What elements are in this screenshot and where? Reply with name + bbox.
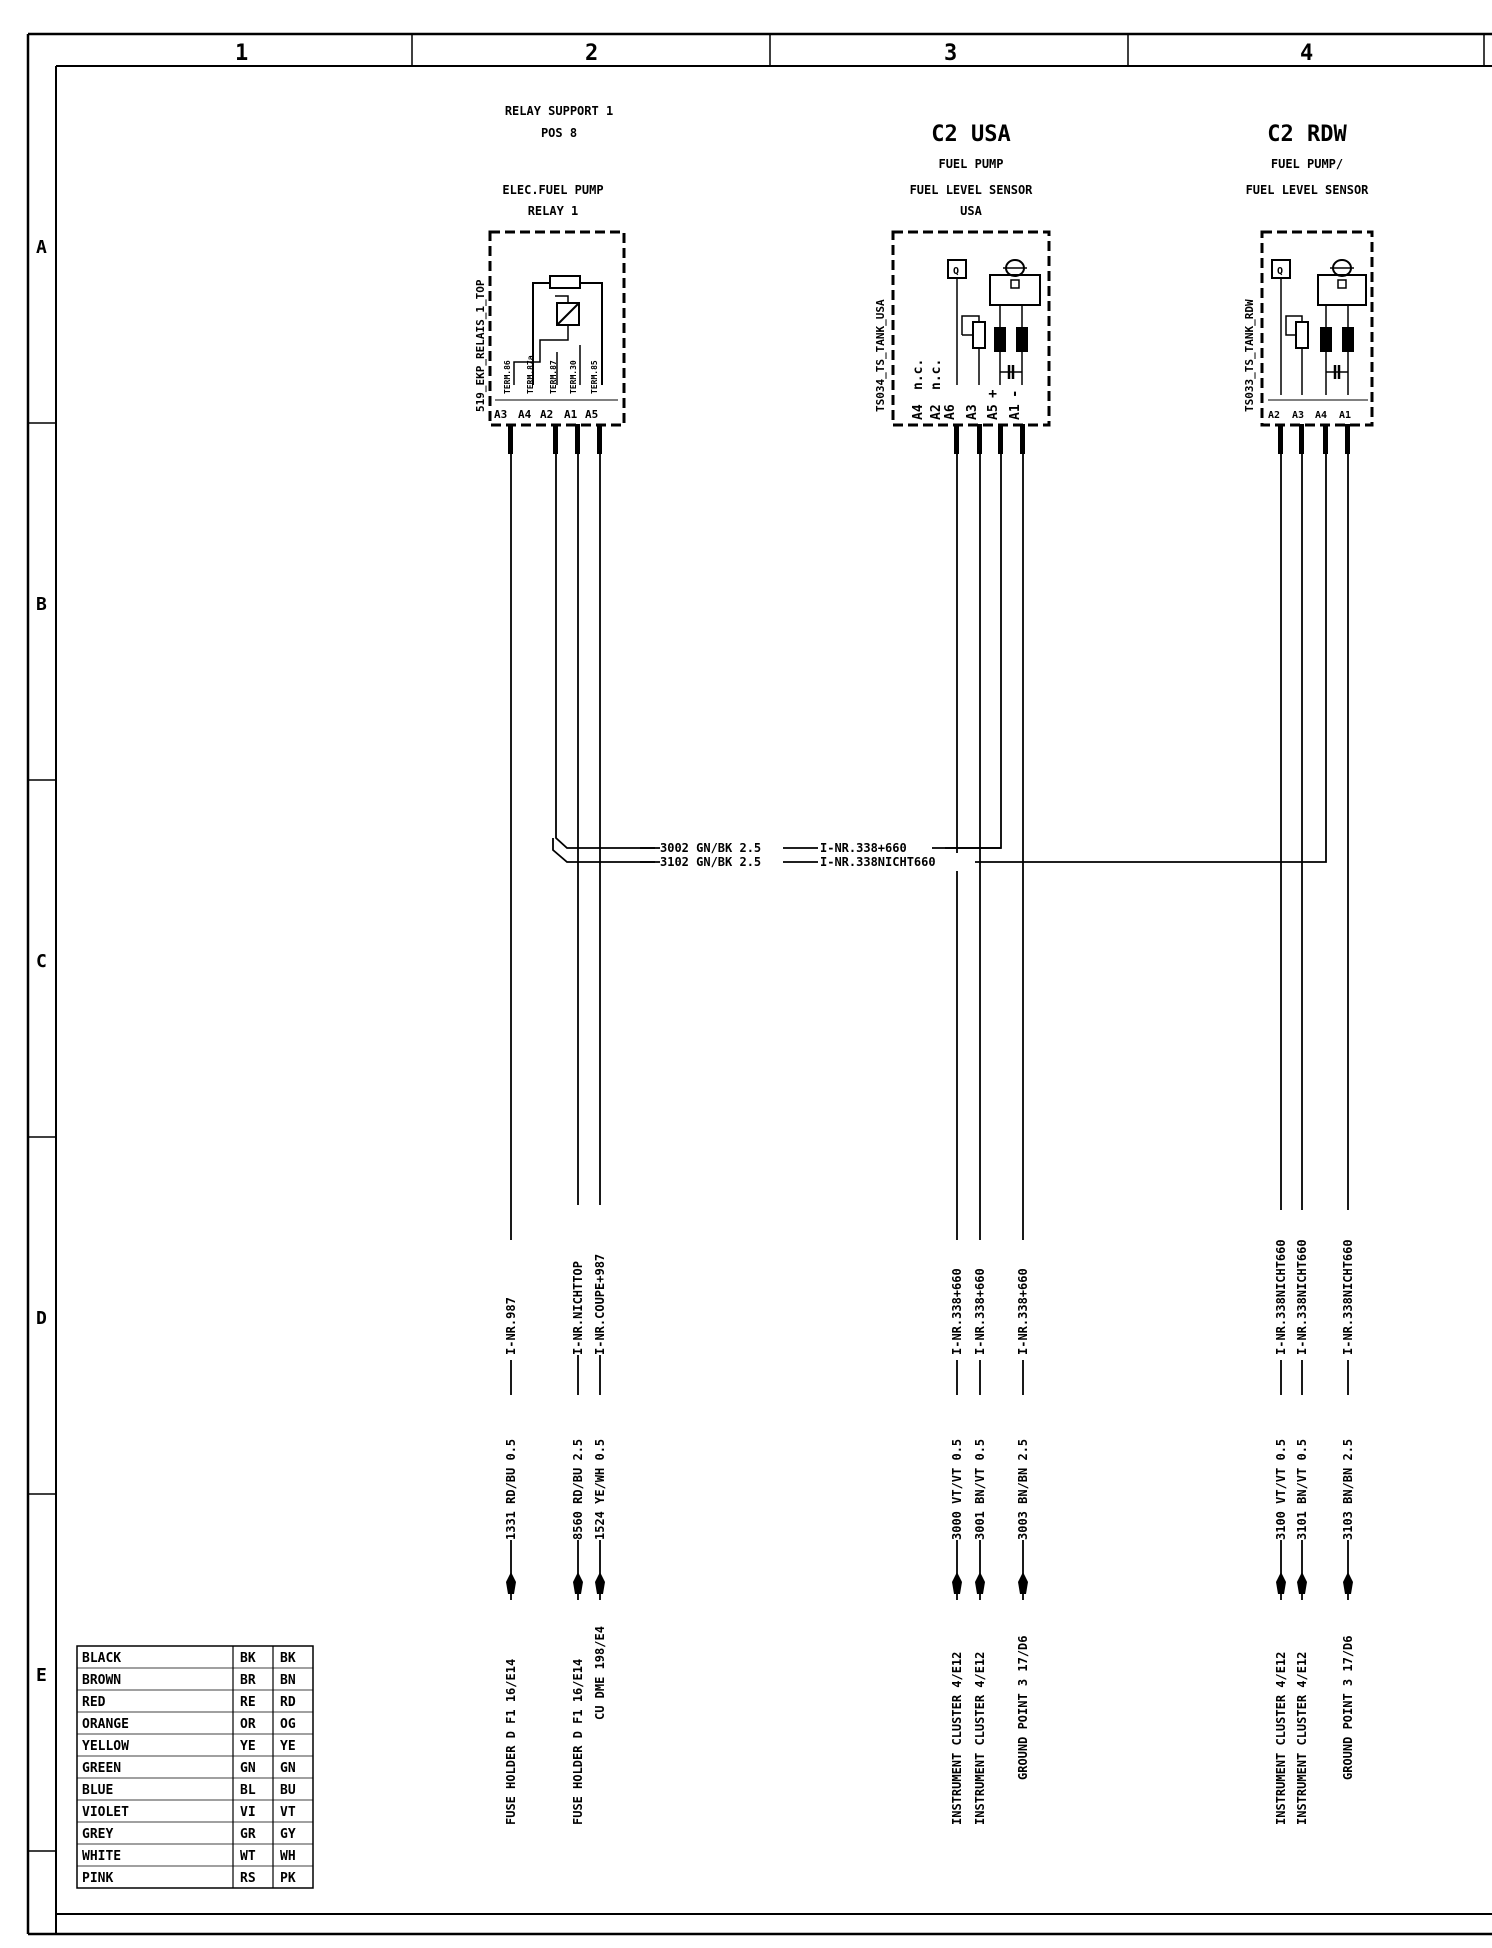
- dest-3100: INSTRUMENT CLUSTER 4/E12: [1274, 1651, 1288, 1825]
- relay-term-86: TERM.86: [503, 360, 512, 394]
- relay-term-85: TERM.85: [590, 360, 599, 394]
- wire-destinations: [504, 1626, 1355, 1825]
- row-label-b: B: [36, 594, 47, 615]
- usa-name-line1: FUEL PUMP: [938, 157, 1004, 171]
- legend-code-en: GY: [280, 1827, 296, 1842]
- legend-code-de: RS: [240, 1871, 256, 1886]
- relay-title-line2: POS 8: [540, 126, 578, 140]
- row-label-c: C: [36, 951, 47, 972]
- c2-rdw-component: [1243, 122, 1372, 425]
- dest-3003: GROUND POINT 3 17/D6: [1016, 1635, 1030, 1780]
- legend-code-en: VT: [280, 1805, 296, 1820]
- wire-1524-label: 1524 YE/WH 0.5: [593, 1438, 607, 1540]
- row-label-e: E: [36, 1665, 47, 1686]
- usa-pin-a3: A3: [965, 404, 980, 420]
- row-label-a: A: [36, 237, 47, 258]
- legend-color-name: VIOLET: [82, 1805, 129, 1820]
- wire-3000-label: 3000 VT/VT 0.5: [950, 1438, 964, 1540]
- relay-term-87: TERM.87: [549, 360, 558, 394]
- wire-1331-label: 1331 RD/BU 0.5: [504, 1438, 518, 1540]
- legend-color-name: BLUE: [82, 1783, 114, 1798]
- rdw-tag: TS033_TS_TANK_RDW: [1243, 299, 1256, 412]
- usa-name-line2: FUEL LEVEL SENSOR: [909, 183, 1033, 197]
- legend-color-name: RED: [82, 1695, 106, 1710]
- usa-pin-a4: A4: [911, 404, 926, 420]
- horizontal-wire-labels: [640, 838, 1001, 871]
- relay-term-30: TERM.30: [569, 360, 578, 394]
- legend-color-name: GREEN: [82, 1761, 122, 1776]
- usa-nc2: n.c.: [929, 358, 944, 390]
- wire-8560-label: 8560 RD/BU 2.5: [571, 1438, 585, 1540]
- dest-1524: CU DME 198/E4: [593, 1626, 607, 1720]
- wire-3001-inr: I-NR.338+660: [973, 1268, 987, 1355]
- wire-1331-inr: I-NR.987: [504, 1297, 518, 1355]
- wire-3100-inr: I-NR.338NICHT660: [1274, 1239, 1288, 1355]
- relay-pin-a1: A1: [564, 408, 578, 421]
- usa-plus: +: [985, 389, 1001, 398]
- usa-tag: TS034_TS_TANK_USA: [874, 299, 887, 412]
- relay-component: [474, 104, 624, 425]
- legend-code-de: BL: [240, 1783, 256, 1798]
- legend-code-en: WH: [280, 1849, 296, 1864]
- resistor-icon: [550, 276, 580, 288]
- level-sender-icon: [973, 322, 985, 348]
- legend-code-en: PK: [280, 1871, 296, 1886]
- wire-3001-label: 3001 BN/VT 0.5: [973, 1438, 987, 1540]
- legend-code-de: BK: [240, 1651, 256, 1666]
- legend-code-de: GR: [240, 1827, 256, 1842]
- legend-code-de: OR: [240, 1717, 256, 1732]
- relay-tag: 519_EKP_RELAIS_1_TOP: [474, 279, 487, 412]
- legend-color-name: YELLOW: [82, 1739, 129, 1754]
- wire-3000-inr: I-NR.338+660: [950, 1268, 964, 1355]
- rdw-pin-a4: A4: [1315, 410, 1328, 421]
- usa-minus: -: [1007, 389, 1023, 398]
- rdw-heading: C2 RDW: [1267, 122, 1347, 147]
- column-label-3: 3: [944, 41, 958, 66]
- legend-code-de: YE: [240, 1739, 256, 1754]
- relay-pin-a3: A3: [494, 408, 508, 421]
- vertical-wire-labels: [500, 1205, 1359, 1540]
- legend-code-en: GN: [280, 1761, 296, 1776]
- legend-color-name: GREY: [82, 1827, 114, 1842]
- row-labels: [36, 237, 47, 1686]
- rdw-pin-a3: A3: [1292, 410, 1305, 421]
- legend-code-en: YE: [280, 1739, 296, 1754]
- wire-8560-inr: I-NR.NICHTTOP: [571, 1261, 585, 1355]
- row-label-d: D: [36, 1308, 47, 1329]
- relay-pin-a4: A4: [518, 408, 532, 421]
- legend-color-name: PINK: [82, 1871, 114, 1886]
- usa-pin-a5: A5: [986, 404, 1001, 420]
- wire-3003-label: 3003 BN/BN 2.5: [1016, 1438, 1030, 1540]
- wire-1524-inr: I-NR.COUPE+987: [593, 1253, 607, 1355]
- legend-code-en: OG: [280, 1717, 296, 1732]
- c2-usa-component: [874, 122, 1049, 425]
- relay-name-line1: ELEC.FUEL PUMP: [502, 183, 604, 197]
- usa-pin-a1: A1: [1008, 404, 1023, 420]
- wire-3102-inr: I-NR.338NICHT660: [820, 855, 936, 869]
- legend-color-name: ORANGE: [82, 1717, 129, 1732]
- usa-gauge-q: Q: [953, 266, 960, 277]
- legend-code-de: WT: [240, 1849, 256, 1864]
- relay-terminals: [494, 355, 618, 421]
- dest-3001: INSTRUMENT CLUSTER 4/E12: [973, 1651, 987, 1825]
- relay-title-line1: RELAY SUPPORT 1: [504, 104, 614, 118]
- rdw-name-line2: FUEL LEVEL SENSOR: [1245, 183, 1369, 197]
- column-labels: [235, 41, 1313, 66]
- legend-code-en: RD: [280, 1695, 296, 1710]
- column-label-4: 4: [1300, 41, 1314, 66]
- legend-color-name: BROWN: [82, 1673, 122, 1688]
- legend-code-de: VI: [240, 1805, 256, 1820]
- relay-pin-a5: A5: [585, 408, 599, 421]
- wire-3101-inr: I-NR.338NICHT660: [1295, 1239, 1309, 1355]
- rdw-name-line1: FUEL PUMP/: [1270, 157, 1344, 171]
- legend-code-de: BR: [240, 1673, 256, 1688]
- wire-3003-inr: I-NR.338+660: [1016, 1268, 1030, 1355]
- legend-code-en: BU: [280, 1783, 296, 1798]
- wire-3103-label: 3103 BN/BN 2.5: [1341, 1438, 1355, 1540]
- usa-name-line3: USA: [960, 204, 982, 218]
- dest-1331: FUSE HOLDER D F1 16/E14: [504, 1658, 518, 1825]
- drawing-frame: [28, 34, 1492, 1934]
- relay-pin-a2: A2: [540, 408, 554, 421]
- dest-8560: FUSE HOLDER D F1 16/E14: [571, 1658, 585, 1825]
- legend-code-de: GN: [240, 1761, 256, 1776]
- wire-3103-inr: I-NR.338NICHT660: [1341, 1239, 1355, 1355]
- wire-3102-label: 3102 GN/BK 2.5: [660, 855, 762, 869]
- level-sender-icon: [1296, 322, 1308, 348]
- legend-code-de: RE: [240, 1695, 256, 1710]
- color-legend: [77, 1646, 313, 1888]
- wires: [506, 424, 1353, 1600]
- dest-3101: INSTRUMENT CLUSTER 4/E12: [1295, 1651, 1309, 1825]
- usa-pin-a2: A2: [929, 404, 944, 420]
- dest-3000: INSTRUMENT CLUSTER 4/E12: [950, 1651, 964, 1825]
- terminal-ends: [506, 1572, 1353, 1594]
- usa-nc1: n.c.: [911, 358, 926, 390]
- relay-term-87a: TERM.87a: [526, 355, 535, 394]
- usa-pin-a6: A6: [943, 404, 958, 420]
- column-label-1: 1: [235, 41, 249, 66]
- wire-3101-label: 3101 BN/VT 0.5: [1295, 1438, 1309, 1540]
- rdw-pin-a1: A1: [1339, 410, 1352, 421]
- legend-code-en: BK: [280, 1651, 296, 1666]
- legend-code-en: BN: [280, 1673, 296, 1688]
- wire-3002-label: 3002 GN/BK 2.5: [660, 841, 762, 855]
- wire-3100-label: 3100 VT/VT 0.5: [1274, 1438, 1288, 1540]
- wire-3002-inr: I-NR.338+660: [820, 841, 907, 855]
- rdw-pin-a2: A2: [1268, 410, 1281, 421]
- rdw-gauge-q: Q: [1277, 266, 1284, 277]
- usa-heading: C2 USA: [931, 122, 1011, 147]
- legend-color-name: WHITE: [82, 1849, 122, 1864]
- relay-name-line2: RELAY 1: [527, 204, 579, 218]
- dest-3103: GROUND POINT 3 17/D6: [1341, 1635, 1355, 1780]
- column-label-2: 2: [585, 41, 599, 66]
- legend-color-name: BLACK: [82, 1651, 122, 1666]
